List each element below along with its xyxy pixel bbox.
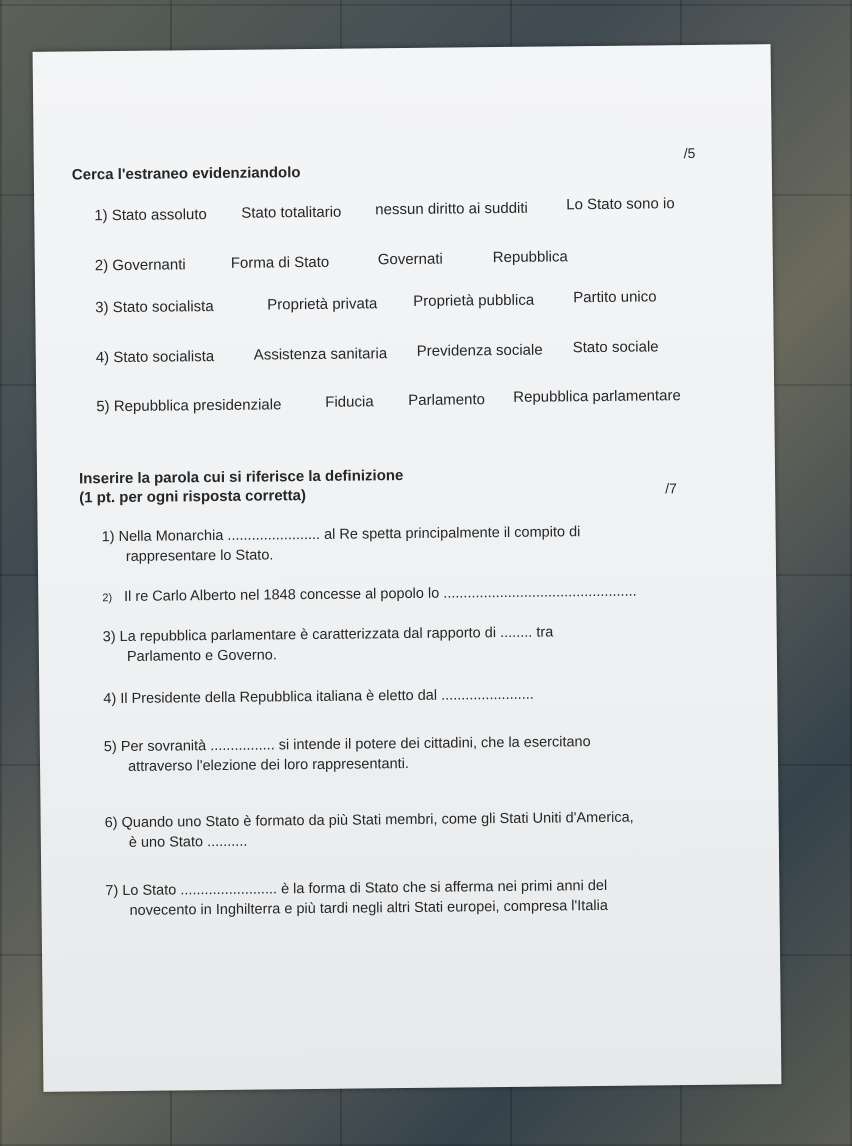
question-1-line1[interactable]: 1) Nella Monarchia ....................... al Re spetta principalmente il compito di bbox=[101, 524, 581, 546]
row1-item1[interactable]: 1) Stato assoluto bbox=[94, 206, 207, 225]
row5-item1[interactable]: 5) Repubblica presidenziale bbox=[96, 396, 282, 416]
row4-item3[interactable]: Previdenza sociale bbox=[416, 341, 543, 360]
row3-item4[interactable]: Partito unico bbox=[573, 288, 657, 307]
question-6-line1: 6) Quando uno Stato è formato da più Stati membri, come gli Stati Uniti d'America, bbox=[104, 809, 634, 832]
question-7-line2: novecento in Inghilterra e più tardi negli altri Stati europei, compresa l'Italia bbox=[129, 897, 608, 919]
question-2-line1[interactable]: Il re Carlo Alberto nel 1848 concesse al popolo lo ................................................ bbox=[123, 583, 637, 605]
question-5 bbox=[104, 731, 718, 777]
question-3-line1[interactable]: 3) La repubblica parlamentare è caratterizzata dal rapporto di ........ tra bbox=[102, 624, 554, 646]
row4-item4[interactable]: Stato sociale bbox=[572, 338, 659, 357]
question-5-line1[interactable]: 5) Per sovranità ................ si intende il potere dei cittadini, che la esercitano bbox=[103, 734, 591, 756]
question-4 bbox=[103, 683, 717, 709]
row5-item4[interactable]: Repubblica parlamentare bbox=[513, 387, 681, 406]
row4-item2[interactable]: Assistenza sanitaria bbox=[253, 345, 388, 364]
row2-item1[interactable]: 2) Governanti bbox=[94, 256, 186, 275]
row5-item2[interactable]: Fiducia bbox=[325, 393, 374, 411]
question-7 bbox=[105, 875, 725, 921]
question-1-line2: rappresentare lo Stato. bbox=[125, 547, 274, 565]
section2-heading: Inserire la parola cui si riferisce la definizione bbox=[78, 467, 404, 488]
section2-score: /7 bbox=[665, 480, 677, 497]
question-2 bbox=[102, 581, 716, 608]
row1-item2[interactable]: Stato totalitario bbox=[241, 203, 342, 222]
row2-item4[interactable]: Repubblica bbox=[492, 248, 568, 267]
row2-item3[interactable]: Governati bbox=[377, 250, 443, 269]
row5-item3[interactable]: Parlamento bbox=[408, 391, 486, 409]
row3-item2[interactable]: Proprietà privata bbox=[267, 295, 378, 314]
question-6 bbox=[105, 807, 725, 853]
row1-item4[interactable]: Lo Stato sono io bbox=[566, 195, 675, 214]
question-6-line2[interactable]: è uno Stato .......... bbox=[128, 833, 248, 851]
section1-score: /5 bbox=[683, 144, 696, 162]
question-7-line1[interactable]: 7) Lo Stato ........................ è la forma di Stato che si afferma nei primi anni del bbox=[105, 877, 608, 900]
section2-subtitle: (1 pt. per ogni risposta corretta) bbox=[79, 487, 307, 507]
question-1 bbox=[102, 521, 716, 567]
question-3-line2: Parlamento e Governo. bbox=[126, 647, 277, 665]
question-2-number: 2) bbox=[102, 592, 113, 605]
section2-title bbox=[79, 466, 404, 507]
row1-item3[interactable]: nessun diritto ai sudditi bbox=[375, 199, 528, 219]
row3-item1[interactable]: 3) Stato socialista bbox=[95, 298, 214, 317]
question-4-line1[interactable]: 4) Il Presidente della Repubblica italiana è eletto dal ....................... bbox=[103, 686, 534, 708]
worksheet-page bbox=[33, 44, 782, 1092]
section1-title: Cerca l'estraneo evidenziandolo bbox=[71, 164, 301, 184]
question-5-line2: attraverso l'elezione dei loro rappresentanti. bbox=[127, 755, 409, 775]
row4-item1[interactable]: 4) Stato socialista bbox=[95, 348, 215, 367]
question-3 bbox=[103, 621, 717, 667]
row2-item2[interactable]: Forma di Stato bbox=[230, 253, 330, 272]
row3-item3[interactable]: Proprietà pubblica bbox=[413, 291, 535, 310]
